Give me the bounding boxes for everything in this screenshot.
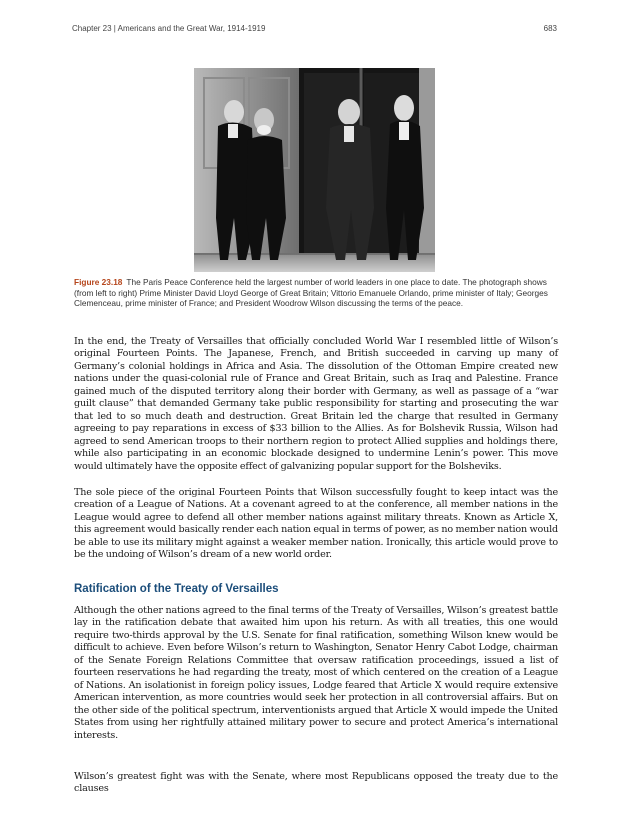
paragraph-text: Although the other nations agreed to the final terms of the Treaty of Versailles, Wilson’s greatest battle lay in the ratification debate that awaited him upon his return. As with all treaties, this one would require two-thirds approval by the U.S. Senate for final ratification, something Wilson knew would be difficult to achieve. Even before Wilson’s return to Washington, Senator Henry Cabot Lodge, chairman of the Senate Foreign Relations Committee that oversaw ratification proceedings, issued a list of fourteen reservations he had regarding the treaty, most of which centered on the creation of a League of Nations. An isolationist in foreign policy issues, Lodge feared that Article X would require extensive American intervention, as more countries would seek her protection in all controversial affairs. But on the other side of the political spectrum, interventionists argued that Article X would impede the United States from using her rightfully attained military power to secure and protect America’s international interests. xyxy=(74,605,558,741)
figure-caption xyxy=(74,277,558,309)
paragraph-text: Wilson’s greatest fight was with the Senate, where most Republicans opposed the treaty due to the clauses xyxy=(74,771,558,795)
paragraph-text: In the end, the Treaty of Versailles that officially concluded World War I resembled little of Wilson’s original Fourteen Points. The Japanese, French, and British succeeded in carving up many of Germany’s colonial holdings in Africa and Asia. The dissolution of the Ottoman Empire created new nations under the quasi-colonial rule of France and Great Britain, such as Iraq and Palestine. France gained much of the disputed territory along their border with Germany, as well as passage of a “war guilt clause” that demanded Germany take public responsibility for starting and prosecuting the war that led to so much death and destruction. Great Britain led the charge that resulted in Germany agreeing to pay reparations in excess of $33 billion to the Allies. As for Bolshevik Russia, Wilson had agreed to send American troops to their northern region to protect Allied supplies and holdings there, while also participating in an economic blockade designed to undermine Lenin’s power. This move would ultimately have the opposite effect of galvanizing popular support for the Bolsheviks. xyxy=(74,336,558,472)
body-paragraph-2 xyxy=(74,487,558,568)
body-paragraph-1 xyxy=(74,336,558,479)
paris-peace-conference-photo xyxy=(194,68,435,272)
body-paragraph-3 xyxy=(74,605,558,748)
paragraph-text: The sole piece of the original Fourteen Points that Wilson successfully fought to keep intact was the creation of a League of Nations. At a covenant agreed to at the conference, all member nations in the League would agree to defend all other member nations against military threats. Known as Article X, this agreement would basically render each nation equal in terms of power, as no member nation would be able to use its military might against a weaker member nation. Ironically, this article would prove to be the undoing of Wilson’s dream of a new world order. xyxy=(74,487,558,561)
figure-caption-text: The Paris Peace Conference held the largest number of world leaders in one place to date. The photograph shows (from left to right) Prime Minister David Lloyd George of Great Britain; Vittorio Emanuele Orlando, prime minister of Italy; Georges Clemenceau, prime minister of France; and President Woodrow Wilson discussing the terms of the peace. xyxy=(74,277,548,309)
section-heading: Ratification of the Treaty of Versailles xyxy=(74,583,279,595)
figure-label: Figure 23.18 xyxy=(74,277,123,287)
chapter-title: Chapter 23 | Americans and the Great War, 1914-1919 xyxy=(72,24,266,33)
photo-illustration xyxy=(194,68,435,272)
body-paragraph-4 xyxy=(74,771,558,802)
page-header xyxy=(72,24,557,33)
page-number: 683 xyxy=(543,24,557,33)
